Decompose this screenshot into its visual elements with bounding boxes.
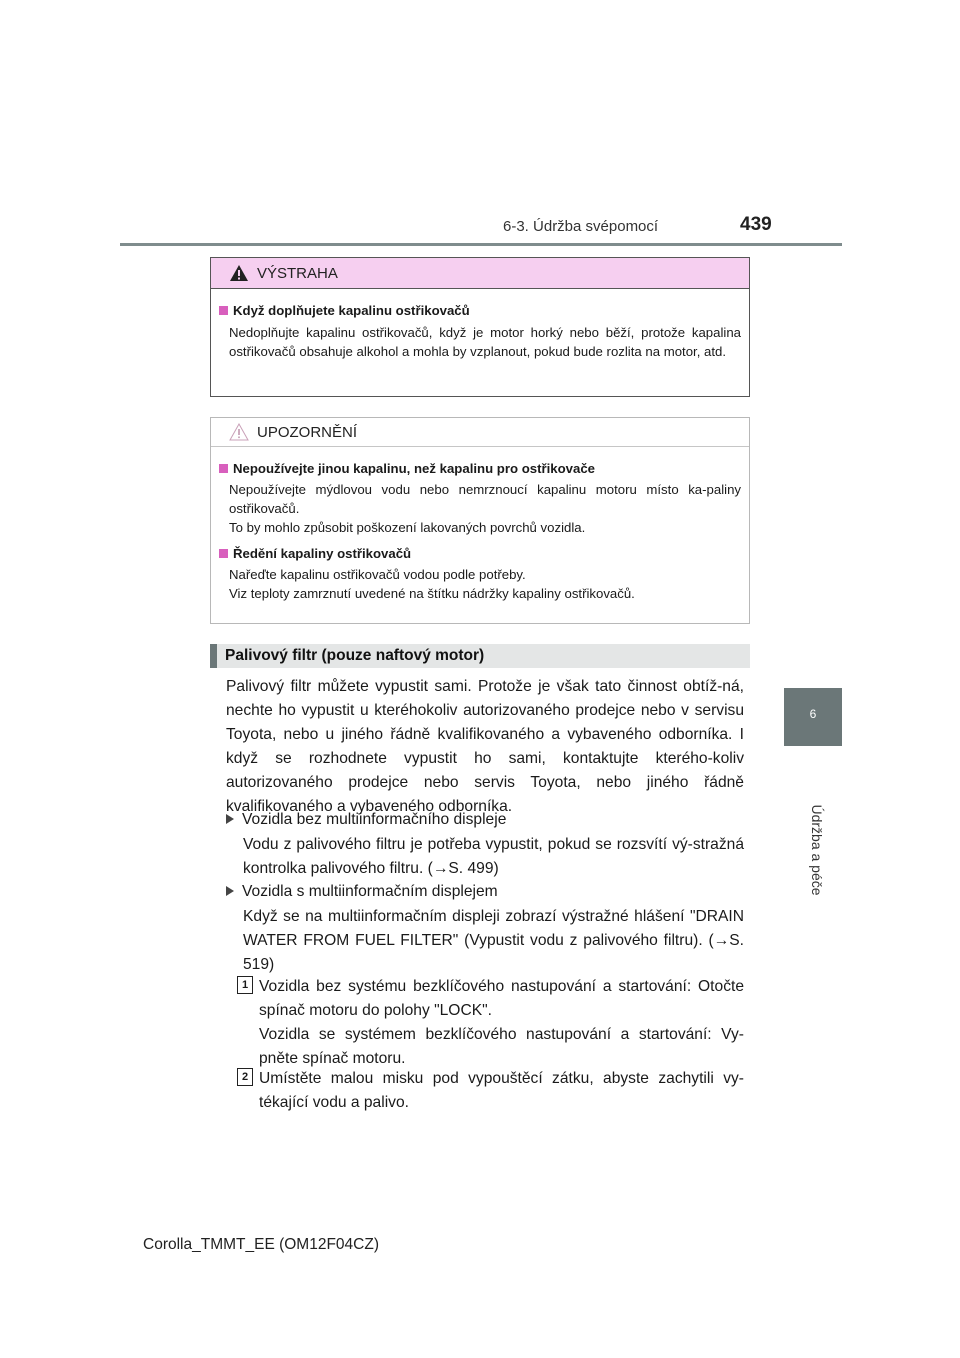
warning-title: VÝSTRAHA	[257, 265, 338, 282]
caution-item2-text: Nařeďte kapalinu ostřikovačů vodou podle potřeby.	[229, 567, 526, 582]
bullet-square-icon	[219, 549, 228, 558]
caution-item2-title: Ředění kapaliny ostřikovačů	[219, 545, 749, 562]
chapter-tab	[784, 688, 842, 746]
caution-item2-text2: Viz teploty zamrznutí uvedené na štítku nádržky kapaliny ostřikovačů.	[229, 586, 635, 601]
section-heading-bar	[210, 644, 217, 668]
warning-item-text: Nedoplňujte kapalinu ostřikovačů, když je motor horký nebo běží, protože kapalina ostřikovačů obsahuje alkohol a mohla by vzplanout, pokud bude rozlita na motor, atd.	[229, 325, 741, 359]
header-rule	[120, 243, 842, 246]
step2-text: Umístěte malou misku pod vypouštěcí zátku, abyste zachytili vy-tékající vodu a palivo.	[259, 1070, 744, 1111]
warning-icon	[229, 264, 249, 282]
footer-doc-id: Corolla_TMMT_EE (OM12F04CZ)	[143, 1236, 379, 1253]
chapter-side-label: Údržba a péče	[809, 804, 825, 896]
page-number: 439	[740, 214, 772, 235]
chapter-number: 6	[809, 707, 817, 721]
section-heading-text: Palivový filtr (pouze naftový motor)	[225, 647, 485, 664]
warning-item-title: Když doplňujete kapalinu ostřikovačů	[219, 302, 749, 319]
case1-title: Vozidla bez multiinformačního displeje	[226, 808, 506, 832]
caution-item1-text2: To by mohlo způsobit poškození lakovaných povrchů vozidla.	[229, 520, 586, 535]
caution-box	[210, 417, 750, 624]
bullet-square-icon	[219, 306, 228, 315]
case1-text: Vodu z palivového filtru je potřeba vypustit, pokud se rozsvítí vý-stražná kontrolka palivového filtru. (→S. 499)	[243, 836, 744, 877]
chapter-side-label-wrap	[806, 762, 828, 932]
section-intro: Palivový filtr můžete vypustit sami. Protože je však tato činnost obtíž-ná, nechte ho vypustit u kteréhokoliv autorizovaného prodejce nebo v servisu Toyota, nebo u jiného řádně kvalifikovaného a vybaveného odborníka. I když se rozhodnete vypustit ho sami, kontaktujte kterého-koliv autorizovaného prodejce nebo servis Toyota, nebo jiného řádně kvalifikovaného a vybaveného odborníka.	[226, 678, 744, 815]
case2-title: Vozidla s multiinformačním displejem	[226, 880, 498, 904]
bullet-square-icon	[219, 464, 228, 473]
step1-number: 1	[237, 976, 253, 994]
caution-title: UPOZORNĚNÍ	[257, 424, 358, 441]
caution-item1-title: Nepoužívejte jinou kapalinu, než kapalinu pro ostřikovače	[219, 460, 749, 477]
section-heading	[210, 644, 750, 668]
caution-header	[211, 418, 749, 447]
header-section-title: 6-3. Údržba svépomocí	[503, 218, 659, 235]
step2-number: 2	[237, 1068, 253, 1086]
warning-header	[211, 258, 749, 289]
caution-item1-text: Nepoužívejte mýdlovou vodu nebo nemrznoucí kapalinu motoru místo ka-paliny ostřikovačů.	[229, 482, 741, 516]
step1-text-b: Vozidla se systémem bezklíčového nastupování a startování: Vy-pněte spínač motoru.	[259, 1026, 744, 1067]
caution-icon	[229, 423, 249, 441]
arrow-bullet-icon	[226, 814, 234, 824]
warning-box	[210, 257, 750, 397]
arrow-bullet-icon	[226, 886, 234, 896]
case2-text: Když se na multiinformačním displeji zobrazí výstražné hlášení "DRAIN WATER FROM FUEL FILTER" (Vypustit vodu z palivového filtru). (→S. 519)	[243, 908, 744, 973]
step1-text-a: Vozidla bez systému bezklíčového nastupování a startování: Otočte spínač motoru do polohy "LOCK".	[259, 978, 744, 1019]
